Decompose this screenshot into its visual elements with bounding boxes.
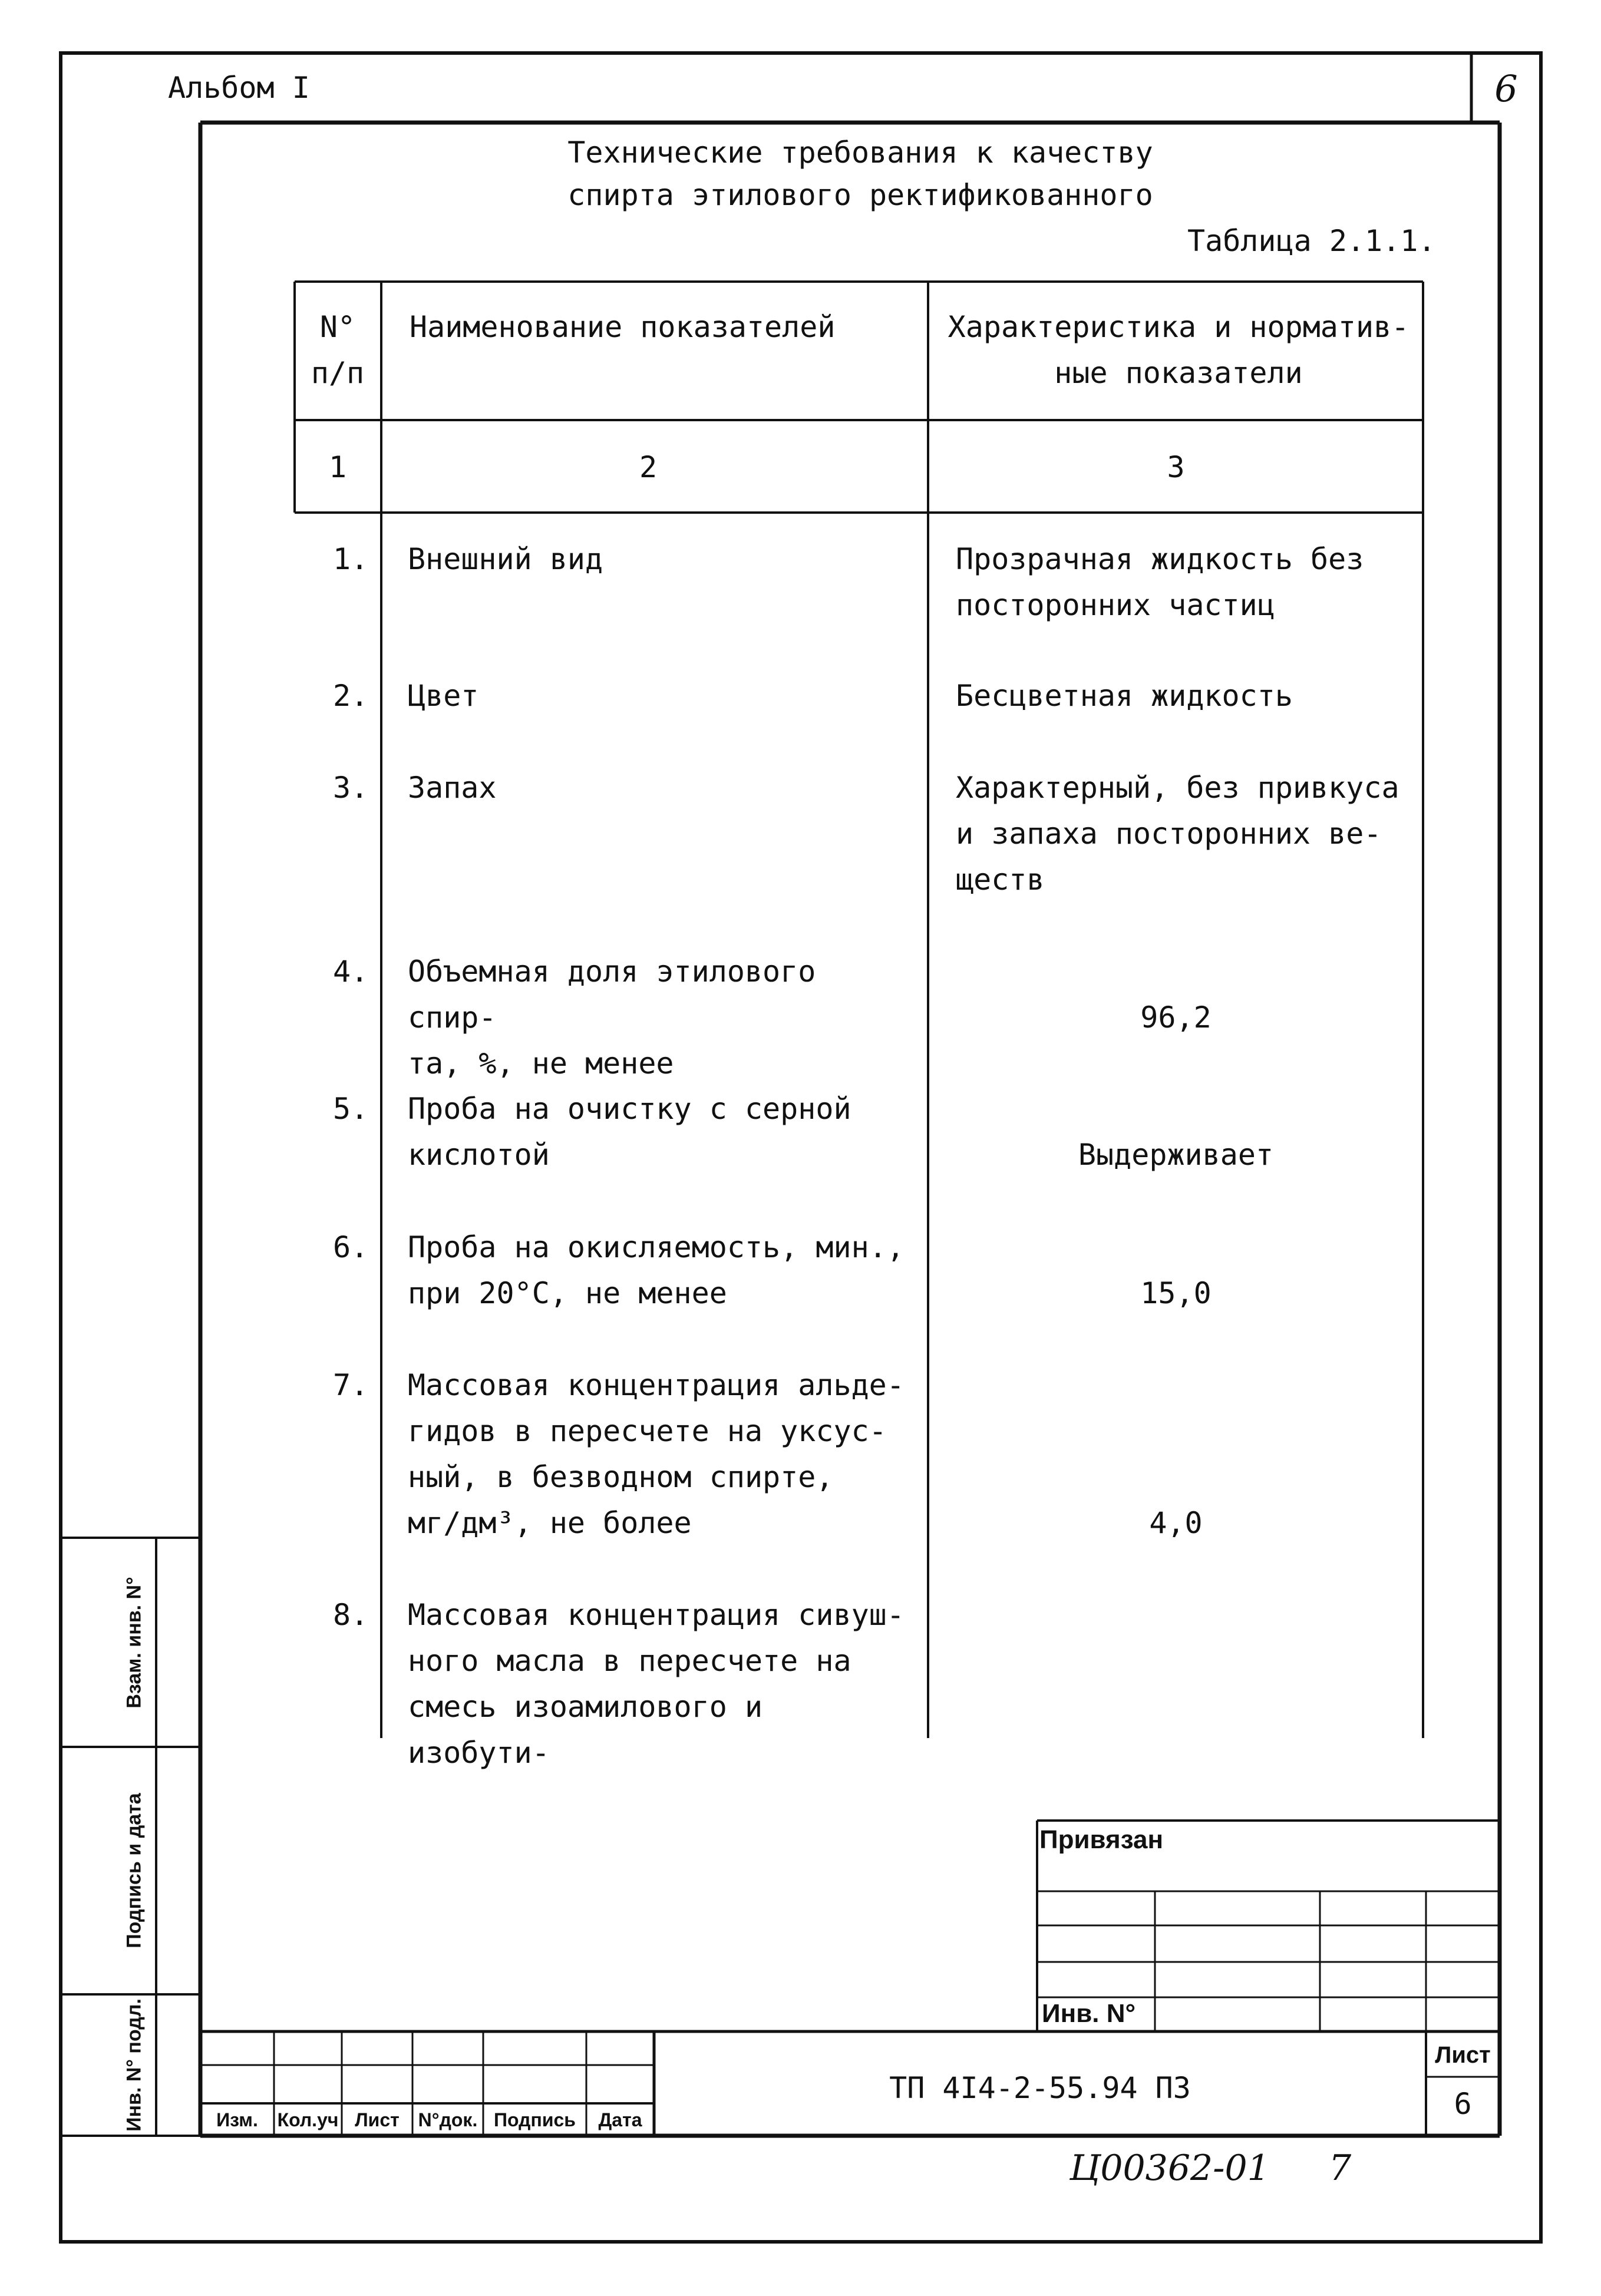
row-2-name: Цвет [408, 679, 479, 713]
row-4-num: 4. [333, 954, 369, 989]
row-3-value: Характерный, без привкуса и запаха посторонних ве- ществ [956, 771, 1399, 897]
row-6-value: 15,0 [1140, 1276, 1212, 1310]
col-number-1: 1 [328, 450, 347, 484]
row-3-name: Запах [408, 771, 497, 805]
header-name: Наименование показателей [410, 310, 836, 344]
row-1-value: Прозрачная жидкость без посторонних частиц [956, 542, 1364, 622]
row-5-value: Выдерживает [1078, 1138, 1274, 1172]
tb-col-data: Дата [598, 2109, 642, 2130]
col-number-3: 3 [1167, 450, 1185, 484]
row-2-value: Бесцветная жидкость [956, 679, 1293, 713]
album-label: Альбом I [168, 71, 310, 105]
row-5-num: 5. [333, 1092, 369, 1126]
side-podpis-data-label: Подпись и дата [123, 1793, 146, 1948]
row-8-num: 8. [333, 1598, 369, 1632]
row-2-num: 2. [333, 679, 369, 713]
row-8-name: Массовая концентрация сивуш- ного масла в пересчете на смесь изоамилового и изобути- [408, 1598, 905, 1770]
header-num: N° п/п [311, 310, 365, 390]
row-4-value: 96,2 [1140, 1000, 1212, 1035]
tb-col-koluch: Кол.уч [277, 2109, 339, 2130]
col-number-2: 2 [639, 450, 658, 484]
row-5-name: Проба на очистку с серной кислотой [408, 1092, 851, 1172]
tb-col-izm: Изм. [216, 2109, 258, 2130]
row-1-name: Внешний вид [408, 542, 603, 576]
header-value: Характеристика и норматив- ные показатели [948, 310, 1409, 390]
table-label: Таблица 2.1.1. [1187, 224, 1436, 258]
binding-inv-label: Инв. N° [1042, 1999, 1136, 2028]
row-7-name: Массовая концентрация альде- гидов в пересчете на уксус- ный, в безводном спирте, мг/дм³, не более [408, 1368, 905, 1540]
title-line-1: Технические требования к качеству [567, 136, 1153, 170]
tb-col-podpis: Подпись [494, 2109, 576, 2130]
tb-col-ndok: N°док. [418, 2109, 478, 2130]
handwritten-code: Ц00362-01 [1069, 2148, 1270, 2189]
document-designation: ТП 4I4-2-55.94 ПЗ [889, 2071, 1191, 2105]
row-6-name: Проба на окисляемость, мин., при 20°С, не менее [408, 1230, 905, 1310]
tb-col-list: Лист [355, 2109, 400, 2130]
corner-sheet-number: 6 [1494, 67, 1518, 110]
sheet-label: Лист [1435, 2042, 1491, 2068]
title-line-2: спирта этилового ректификованного [567, 178, 1153, 212]
binding-title: Привязан [1039, 1825, 1164, 1854]
side-inv-podl-label: Инв. N° подл. [123, 1998, 146, 2132]
row-6-num: 6. [333, 1230, 369, 1264]
row-3-num: 3. [333, 771, 369, 805]
row-1-num: 1. [333, 542, 369, 576]
row-7-value: 4,0 [1149, 1506, 1203, 1540]
row-7-num: 7. [333, 1368, 369, 1402]
handwritten-page: 7 [1329, 2148, 1352, 2189]
row-4-name: Объемная доля этилового спир- та, %, не менее [408, 954, 816, 1081]
side-vzam-inv-label: Взам. инв. N° [123, 1577, 146, 1709]
sheet-number: 6 [1454, 2087, 1472, 2121]
